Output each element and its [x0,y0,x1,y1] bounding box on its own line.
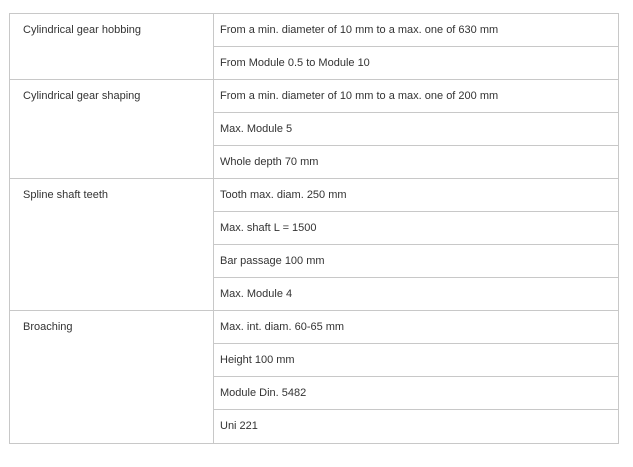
process-name-cell: Broaching [10,311,214,444]
spec-cell: Bar passage 100 mm [214,245,619,278]
process-name-cell: Cylindrical gear hobbing [10,14,214,80]
spec-cell: Max. Module 5 [214,113,619,146]
table-row [10,179,619,212]
spec-cell: Height 100 mm [214,344,619,377]
process-name-cell: Spline shaft teeth [10,179,214,311]
spec-cell: Uni 221 [214,410,619,444]
spec-cell: Max. Module 4 [214,278,619,311]
spec-cell: From Module 0.5 to Module 10 [214,47,619,80]
table-row [10,14,619,47]
table-row [10,80,619,113]
spec-cell: Whole depth 70 mm [214,146,619,179]
table-row [10,311,619,344]
machining-capabilities-table [9,13,619,444]
process-name-cell: Cylindrical gear shaping [10,80,214,179]
spec-cell: Tooth max. diam. 250 mm [214,179,619,212]
spec-cell: From a min. diameter of 10 mm to a max. one of 200 mm [214,80,619,113]
table-body [10,14,619,444]
spec-cell: Max. shaft L = 1500 [214,212,619,245]
spec-cell: Max. int. diam. 60-65 mm [214,311,619,344]
spec-cell: Module Din. 5482 [214,377,619,410]
spec-cell: From a min. diameter of 10 mm to a max. one of 630 mm [214,14,619,47]
